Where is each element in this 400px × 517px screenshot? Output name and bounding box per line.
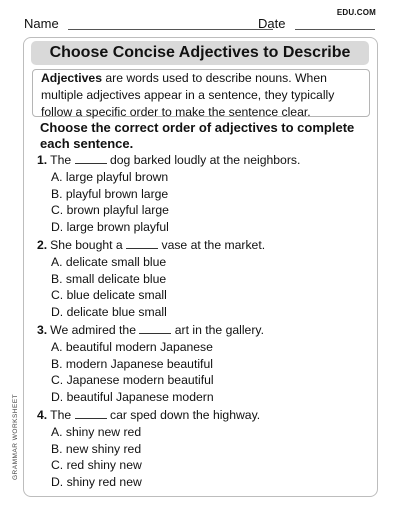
question-number: 1. <box>37 153 48 167</box>
definition-box <box>32 69 370 117</box>
answer-option: C. red shiny new <box>51 458 142 473</box>
question-list <box>37 152 367 492</box>
question-item <box>37 152 367 236</box>
question-text-before: The <box>50 407 72 422</box>
definition-text <box>41 70 361 121</box>
answer-option: A. shiny new red <box>51 424 142 439</box>
question-stem <box>37 322 367 339</box>
answer-option: B. modern Japanese beautiful <box>51 356 213 371</box>
question-item <box>37 322 367 406</box>
name-line <box>68 29 273 30</box>
header <box>24 14 376 34</box>
answer-blank <box>126 239 158 249</box>
name-label: Name <box>24 16 59 31</box>
question-number: 4. <box>37 407 48 422</box>
page-title: Choose Concise Adjectives to Describe <box>31 41 369 65</box>
answer-option: C. Japanese modern beautiful <box>51 373 214 388</box>
answer-blank <box>139 324 171 334</box>
question-text-before: She bought a <box>50 237 123 252</box>
answer-option: D. large brown playful <box>51 220 169 235</box>
question-text-after: car sped down the highway. <box>109 407 261 422</box>
question-stem <box>37 152 367 169</box>
question-text-before: We admired the <box>50 322 136 337</box>
answer-option: D. shiny red new <box>51 475 142 490</box>
answer-option: B. small delicate blue <box>51 271 167 286</box>
brand-logo: EDU.COM <box>336 8 376 17</box>
definition-body: are words used to describe nouns. When multiple adjectives appear in a sentence, they typically follow a specific order to make the sentence clear. <box>41 71 335 119</box>
answer-option: C. brown playful large <box>51 203 169 218</box>
answer-option: D. delicate blue small <box>51 305 167 320</box>
answer-option: A. large playful brown <box>51 169 169 184</box>
definition-term: Adjectives <box>41 71 102 85</box>
date-label: Date <box>258 16 286 31</box>
question-number: 2. <box>37 237 48 252</box>
question-text-after: vase at the market. <box>161 237 266 252</box>
question-text-before: The <box>50 153 72 167</box>
question-stem <box>37 407 367 424</box>
answer-option: A. beautiful modern Japanese <box>51 339 213 354</box>
answer-option: B. playful brown large <box>51 186 169 201</box>
question-text-after: dog barked loudly at the neighbors. <box>109 153 301 167</box>
answer-option: C. blue delicate small <box>51 288 167 303</box>
answer-option: D. beautiful Japanese modern <box>51 390 214 405</box>
instructions: Choose the correct order of adjectives to complete each sentence. <box>40 120 355 151</box>
question-stem <box>37 237 367 254</box>
question-item <box>37 407 367 491</box>
answer-blank <box>75 409 107 419</box>
question-text-after: art in the gallery. <box>174 322 264 337</box>
answer-option: B. new shiny red <box>51 441 142 456</box>
side-label: GRAMMAR WORKSHEET <box>12 393 19 480</box>
date-line <box>295 29 375 30</box>
question-number: 3. <box>37 322 48 337</box>
answer-option: A. delicate small blue <box>51 254 167 269</box>
question-item <box>37 237 367 321</box>
answer-blank <box>75 154 107 164</box>
